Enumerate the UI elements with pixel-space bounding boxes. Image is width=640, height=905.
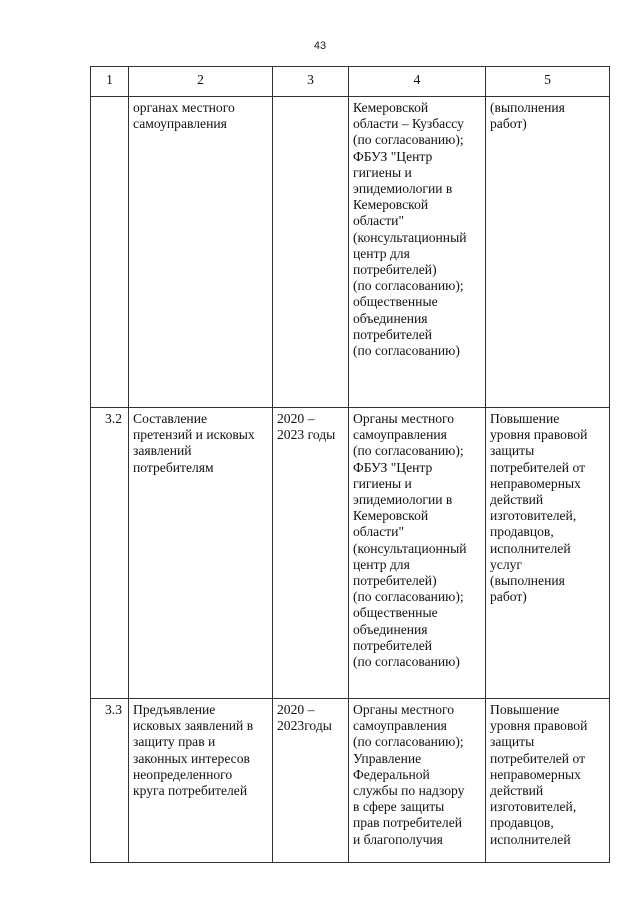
cell-text-line: (выполнения (490, 100, 565, 115)
cell-text-line: продавцов, (490, 815, 554, 831)
cell-text-line: эпидемиологии в (353, 492, 453, 508)
table-row (91, 699, 610, 863)
cell-text-line: центр для (353, 245, 410, 261)
cell-text-line: изготовителей, (490, 799, 577, 815)
cell-text-line: 2023 годы (277, 427, 336, 443)
cell-result (486, 97, 610, 408)
cell-text-line: (по согласованию); (353, 589, 464, 605)
cell-text-line: исковых заявлений в (133, 718, 254, 734)
cell-result (486, 408, 610, 699)
cell-text-line: уровня правовой (490, 427, 588, 443)
table-row (91, 408, 610, 699)
cell-text-line: Кемеровской (353, 100, 429, 115)
cell-text-line: потребителей от (490, 459, 586, 475)
cell-text-line: потребителей (353, 637, 433, 653)
cell-text-line: Управление (353, 750, 422, 766)
cell-text-line: в сфере защиты (353, 799, 445, 815)
cell-text-line: самоуправления (353, 718, 447, 734)
cell-text-line: действий (490, 492, 544, 508)
cell-text-line: (по согласованию) (353, 654, 460, 670)
column-header-3: 3 (273, 67, 349, 97)
cell-text-line: прав потребителей (353, 815, 463, 831)
cell-text-line: 2020 – (277, 411, 315, 426)
cell-text-line: заявлений (133, 443, 192, 459)
cell-text-line: области – Кузбассу (353, 116, 464, 132)
cell-text-line: Кемеровской (353, 197, 429, 213)
cell-number (91, 97, 129, 408)
cell-text-line: потребителей (353, 326, 433, 342)
cell-text-line: ФБУЗ "Центр (353, 148, 433, 164)
column-header-5: 5 (486, 67, 610, 97)
cell-text-line: Составление (133, 411, 208, 426)
cell-text-line: неопределенного (133, 766, 233, 782)
cell-text-line: (консультационный (353, 229, 467, 245)
cell-executors (349, 408, 486, 699)
cell-text-line: (по согласованию); (353, 443, 464, 459)
measures-table (90, 66, 610, 863)
cell-text-line: неправомерных (490, 766, 581, 782)
cell-text-line: 2023годы (277, 718, 332, 734)
column-header-4: 4 (349, 67, 486, 97)
cell-text-line: потребителей) (353, 573, 437, 589)
cell-text-line: органах местного (133, 100, 235, 115)
cell-number: 3.2 (91, 408, 129, 699)
cell-text-line: изготовителей, (490, 508, 577, 524)
cell-text-line: защиты (490, 734, 535, 750)
cell-text-line: Органы местного (353, 411, 455, 426)
cell-text-line: исполнителей (490, 831, 571, 847)
page-number: 43 (313, 40, 327, 52)
cell-executors (349, 699, 486, 863)
cell-text-line: области" (353, 213, 404, 229)
cell-text-line: службы по надзору (353, 783, 465, 799)
cell-text-line: объединения (353, 310, 428, 326)
table-row (91, 97, 610, 408)
cell-text-line: центр для (353, 556, 410, 572)
cell-text-line: работ) (490, 116, 527, 132)
cell-text-line: претензий и исковых (133, 427, 255, 443)
cell-text-line: общественные (353, 605, 438, 621)
cell-text-line: ФБУЗ "Центр (353, 459, 433, 475)
column-header-2: 2 (129, 67, 273, 97)
cell-text-line: самоуправления (353, 427, 447, 443)
cell-text-line: Повышение (490, 411, 560, 426)
cell-measure (129, 97, 273, 408)
cell-text-line: потребителям (133, 459, 214, 475)
cell-text-line: общественные (353, 294, 438, 310)
cell-text-line: Повышение (490, 702, 560, 717)
cell-text-line: Кемеровской (353, 508, 429, 524)
cell-text-line: продавцов, (490, 524, 554, 540)
cell-text-line: защиту прав и (133, 734, 216, 750)
cell-text-line: действий (490, 783, 544, 799)
cell-text-line: уровня правовой (490, 718, 588, 734)
cell-text-line: (по согласованию); (353, 278, 464, 294)
cell-text-line: работ) (490, 589, 527, 605)
cell-text-line: законных интересов (133, 750, 250, 766)
cell-text-line: самоуправления (133, 116, 227, 132)
cell-period (273, 408, 349, 699)
cell-text-line: гигиены и (353, 164, 412, 180)
cell-text-line: потребителей от (490, 750, 586, 766)
cell-result (486, 699, 610, 863)
cell-text-line: Федеральной (353, 766, 430, 782)
cell-text-line: неправомерных (490, 475, 581, 491)
cell-text-line: круга потребителей (133, 783, 248, 799)
cell-period (273, 97, 349, 408)
cell-text-line: Предъявление (133, 702, 216, 717)
cell-text-line: (по согласованию); (353, 132, 464, 148)
cell-text-line: (консультационный (353, 540, 467, 556)
cell-measure (129, 699, 273, 863)
cell-text-line: потребителей) (353, 262, 437, 278)
cell-text-line: (по согласованию); (353, 734, 464, 750)
cell-measure (129, 408, 273, 699)
cell-text-line: 2020 – (277, 702, 315, 717)
cell-text-line: исполнителей (490, 540, 571, 556)
cell-number: 3.3 (91, 699, 129, 863)
cell-text-line: (по согласованию) (353, 343, 460, 359)
cell-text-line: области" (353, 524, 404, 540)
cell-text-line: (выполнения (490, 573, 565, 589)
cell-text-line: объединения (353, 621, 428, 637)
cell-text-line: услуг (490, 556, 522, 572)
column-header-1: 1 (91, 67, 129, 97)
cell-text-line: защиты (490, 443, 535, 459)
cell-text-line: и благополучия (353, 831, 443, 847)
cell-text-line: гигиены и (353, 475, 412, 491)
cell-text-line: Органы местного (353, 702, 455, 717)
cell-executors (349, 97, 486, 408)
table-header-row (91, 67, 610, 97)
cell-text-line: эпидемиологии в (353, 181, 453, 197)
cell-period (273, 699, 349, 863)
